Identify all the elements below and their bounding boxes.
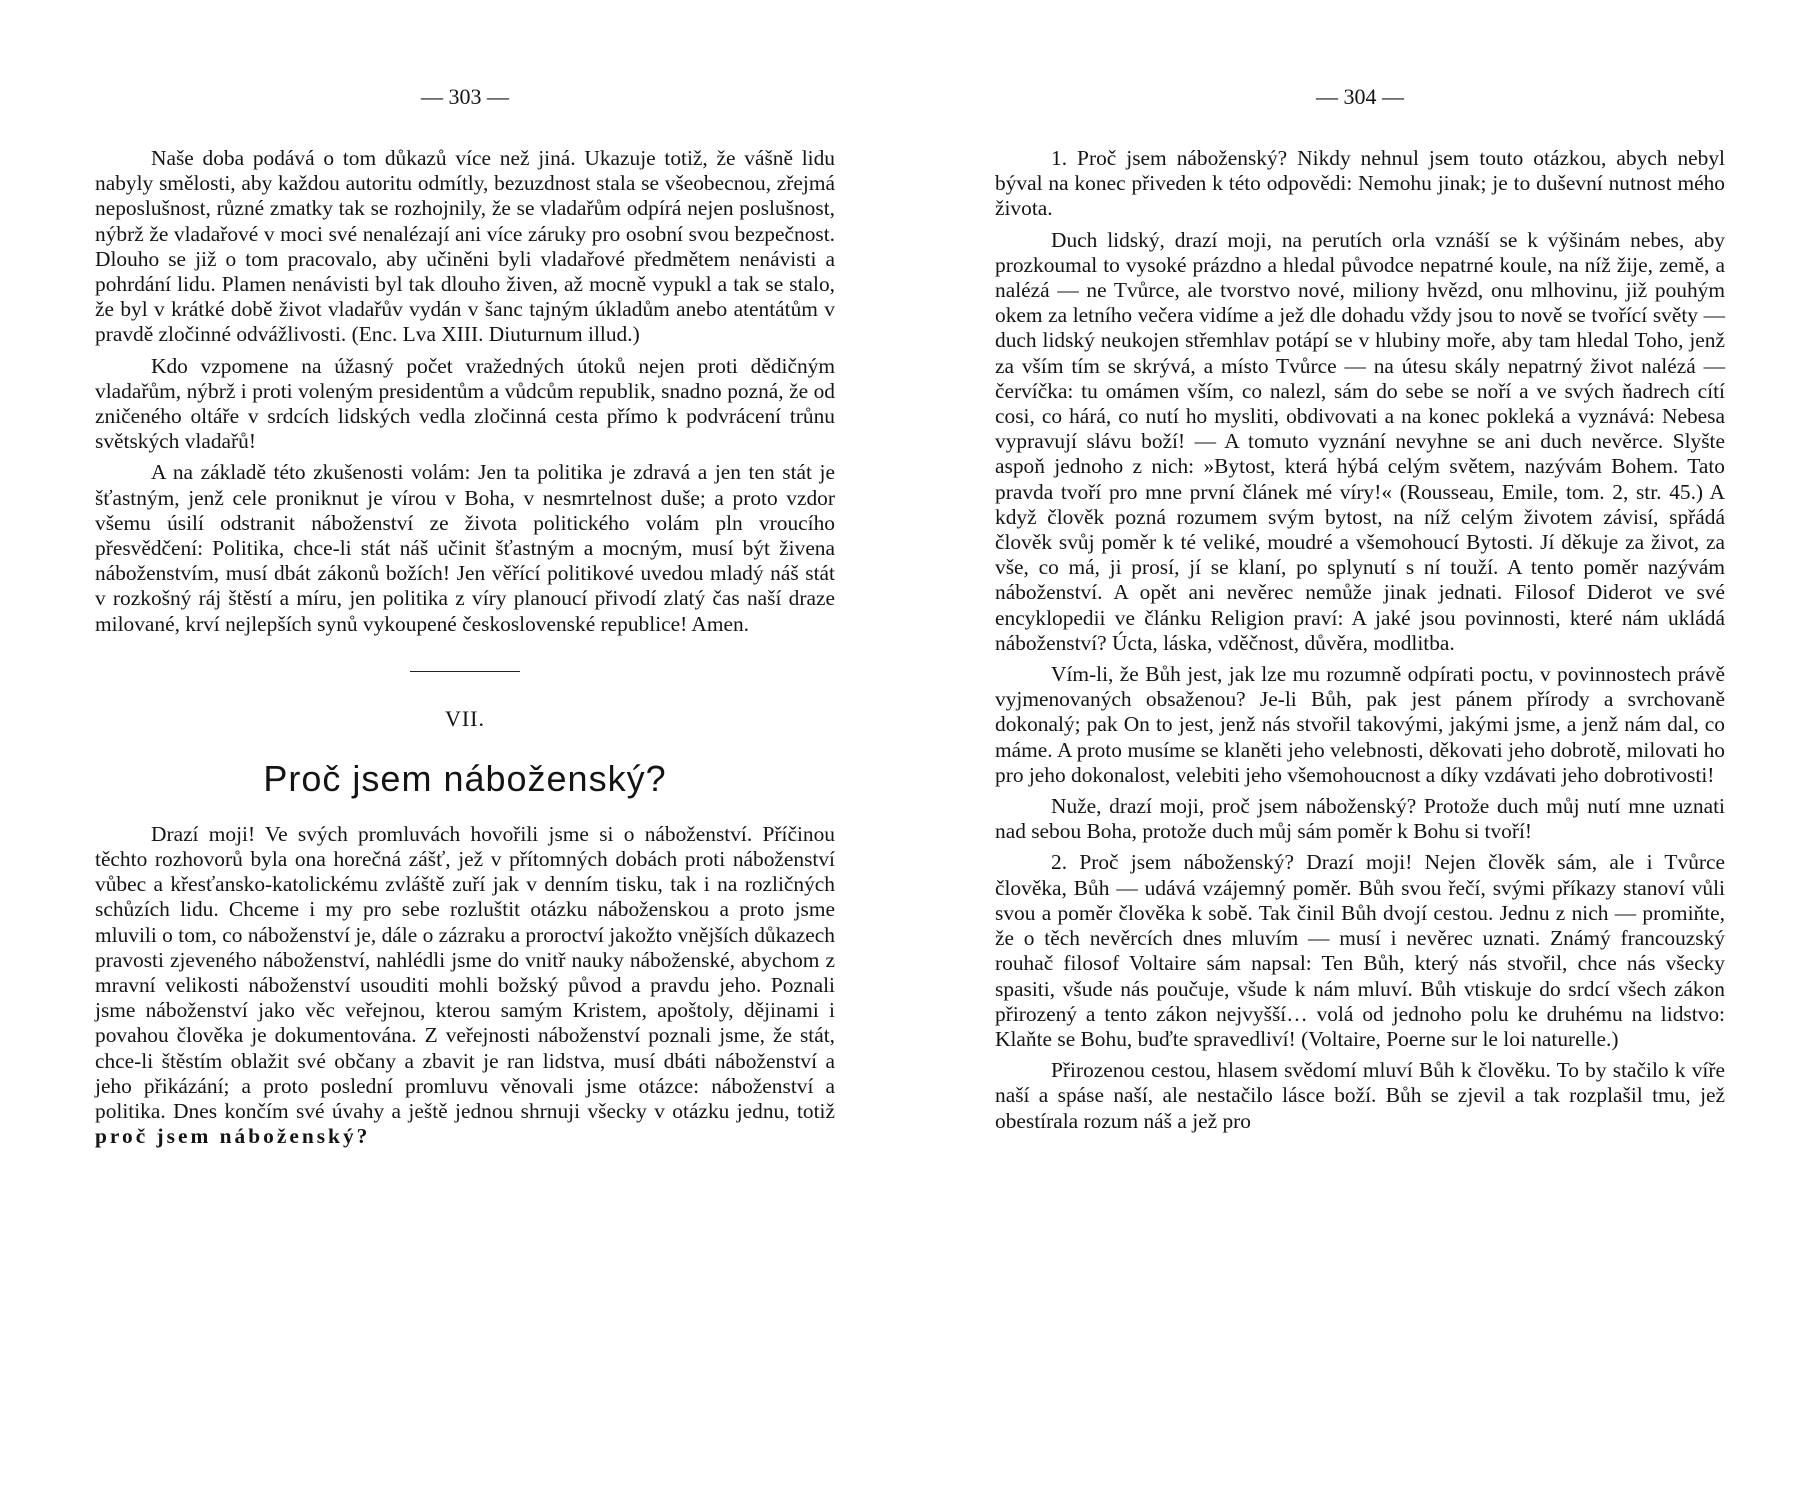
- paragraph: Přirozenou cestou, hlasem svědomí mluví Bůh k člověku. To by stačilo k víře naší a spáse naší, ale nestačilo lásce boží. Bůh se zjevil a tak rozplašil tmu, jež obestírala rozum náš a jež pro: [995, 1058, 1725, 1133]
- paragraph: A na základě této zkušenosti volám: Jen ta politika je zdravá a jen ten stát je šťastným, jenž cele proniknut je vírou v Boha, v nesmrtelnost duše; a proto vzdor všemu úsilí odstranit náboženství ze života politického volám pln vroucího přesvědčení: Politika, chce-li stát náš učinit šťastným a mocným, musí být živena náboženstvím, musí dbát zákonů božích! Jen věřící politikové uvedou mladý náš stát v rozkošný ráj štěstí a míru, jen politika z víry planoucí přivodí zlatý čas naší draze milované, krví nejlepších synů vykoupené československé republice! Amen.: [95, 460, 835, 636]
- chapter-question-spaced: proč jsem náboženský?: [95, 1124, 371, 1149]
- chapter-paragraph: [95, 822, 835, 1150]
- paragraph: Vím-li, že Bůh jest, jak lze mu rozumně odpírati poctu, v povinnostech právě vyjmenovaných obsaženou? Je-li Bůh, pak jest pánem přírody a svrchovaně dokonalý; pak On to jest, jenž nás stvořil takovými, jakými jsme, a jenž nám dal, co máme. A proto musíme se klaněti jeho velebnosti, děkovati jeho dobrotě, milovati ho pro jeho dokonalost, velebiti jeho všemohoucnost a díky vzdávati jeho dobrotivosti!: [995, 662, 1725, 787]
- paragraph: Nuže, drazí moji, proč jsem náboženský? Protože duch můj nutí mne uznati nad sebou Boha, protože duch můj sám poměr k Bohu si tvoří!: [995, 794, 1725, 844]
- paragraph: 1. Proč jsem náboženský? Nikdy nehnul jsem touto otázkou, abych nebyl býval na konec přiveden k této odpovědi: Nemohu jinak; je to duševní nutnost mého života.: [995, 146, 1725, 221]
- right-page: [995, 0, 1725, 1501]
- paragraph: Kdo vzpomene na úžasný počet vražedných útoků nejen proti dědičným vladařům, nýbrž i proti voleným presidentům a vůdcům republik, snadno pozná, že od zničeného oltáře v srdcích lidských vedla zločinná cesta přímo k podvrácení trůnu světských vladařů!: [95, 353, 835, 454]
- chapter-number: VII.: [444, 705, 486, 731]
- chapter-title: Proč jsem náboženský?: [263, 757, 667, 799]
- paragraph: 2. Proč jsem náboženský? Drazí moji! Nejen člověk sám, ale i Tvůrce člověka, Bůh — udává vzájemný poměr. Bůh svou řečí, svými příkazy stanoví vůli svou a poměr člověka k sobě. Tak činil Bůh dvojí cestou. Jednu z nich — promiňte, že o těch nevěrcích dnes mluvím — musí i nevěrec uznati. Známý francouzský rouhač filosof Voltaire sám napsal: Ten Bůh, který nás stvořil, chce nás všecky spasiti, všude nás poučuje, všude k nám mluví. Bůh vtiskuje do srdcí všech zákon přirozený a tento zákon nejvyšší… volá od jednoho polu ke druhému na lidstvo: Klaňte se Bohu, buďte spravedliví! (Voltaire, Poerne sur le loi naturelle.): [995, 850, 1725, 1051]
- left-page-text: [95, 146, 835, 637]
- chapter-paragraph-text: Drazí moji! Ve svých promluvách hovořili jsme si o náboženství. Příčinou těchto rozhovorů byla ona horečná zášť, jež v přítomných dobách proti náboženství vůbec a křesťansko-katolickému zvláště zuří jak v denním tisku, tak i na rozličných schůzích lidu. Chceme i my pro sebe rozluštit otázku náboženskou a proto jsme mluvili o tom, co náboženství je, dále o zázraku a proroctví jakožto vnějších důkazech pravosti zjeveného náboženství, nahlédli jsme do vnitř nauky náboženské, abychom z mravní velikosti náboženství usouditi mohli božský původ a pravdu jeho. Poznali jsme náboženství jako věc veřejnou, kterou samým Kristem, apoštoly, dějinami i povahou člověka je dokumentována. Z veřejnosti náboženství poznali jsme, že stát, chce-li štěstím oblažit své občany a zbavit je ran lidstva, musí dbáti náboženství a jeho přikázání; a proto poslední promluvu věnovali jsme otázce: náboženství a politika. Dnes končím své úvahy a ještě jednou shrnuji všecky v otázku jednu, totiž: [95, 821, 835, 1124]
- chapter-text: [95, 822, 835, 1150]
- left-page: [95, 0, 835, 1501]
- paragraph: Duch lidský, drazí moji, na perutích orla vznáší se k výšinám nebes, aby prozkoumal to vysoké prázdno a hledal původce nepatrné koule, na níž žije, země, a nalézá — ne Tvůrce, ale tvorstvo nové, miliony hvězd, onu mlhovinu, již pouhým okem za letního večera vidíme a jež dle dohadu vždy jsou to nově se tvořící světy — duch lidský neukojen střemhlav potápí se v hlubiny moře, aby tam hledal Toho, jenž za vším tím se skrývá, a místo Tvůrce — na útesu skály nepatrný život nalézá — červíčka: tu omámen vším, co nalezl, sám do sebe se noří a ve svých ňadrech cítí cosi, co hárá, co nutí ho mysliti, obdivovati a na konec pokleká a vyznává: Nebesa vypravují slávu boží! — A tomuto vyznání nevyhne se ani duch nevěrce. Slyšte aspoň jednoho z nich: »Bytost, která hýbá celým světem, nazývám Bohem. Tato pravda tvoří pro mne první článek mé víry!« (Rousseau, Emile, tom. 2, str. 45.) A když člověk pozná rozumem svým bytost, na níž celým životem závisí, spřádá člověk svůj poměr k té veliké, moudré a všemohoucí Bytosti. Jí děkuje za život, za vše, co má, ji prosí, jí se klaní, po splynutí s ní touží. A tento poměr nazývám náboženství. A opět ani nevěrec nemůže jinak jednati. Filosof Diderot ve své encyklopedii ve článku Religion praví: A jaké jsou povinnosti, které nám ukládá náboženství? Úcta, láska, vděčnost, důvěra, modlitba.: [995, 227, 1725, 655]
- right-page-text: [995, 146, 1725, 1134]
- page-number-right: — 304 —: [1316, 84, 1404, 109]
- section-divider: [410, 671, 520, 672]
- page-number-left: — 303 —: [421, 84, 509, 109]
- paragraph: Naše doba podává o tom důkazů více než jiná. Ukazuje totiž, že vášně lidu nabyly smělosti, aby každou autoritu odmítly, bezuzdnost stala se všeobecnou, zřejmá neposlušnost, různé zmatky tak se rozhojnily, že se vladařům odpírá nejen poslušnost, nýbrž že vladařové v moci své nenalézají ani více záruky pro osobní svou bezpečnost. Dlouho se již o tom pracovalo, aby učiněni byli vladařové předmětem nenávisti a pohrdání lidu. Plamen nenávisti byl tak dlouho živen, až mocně vypukl a tak se stalo, že byl v krátké době život vladařův vydán v šanc tajným úkladům anebo atentátům v pravdě zločinné odvážlivosti. (Enc. Lva XIII. Diuturnum illud.): [95, 146, 835, 347]
